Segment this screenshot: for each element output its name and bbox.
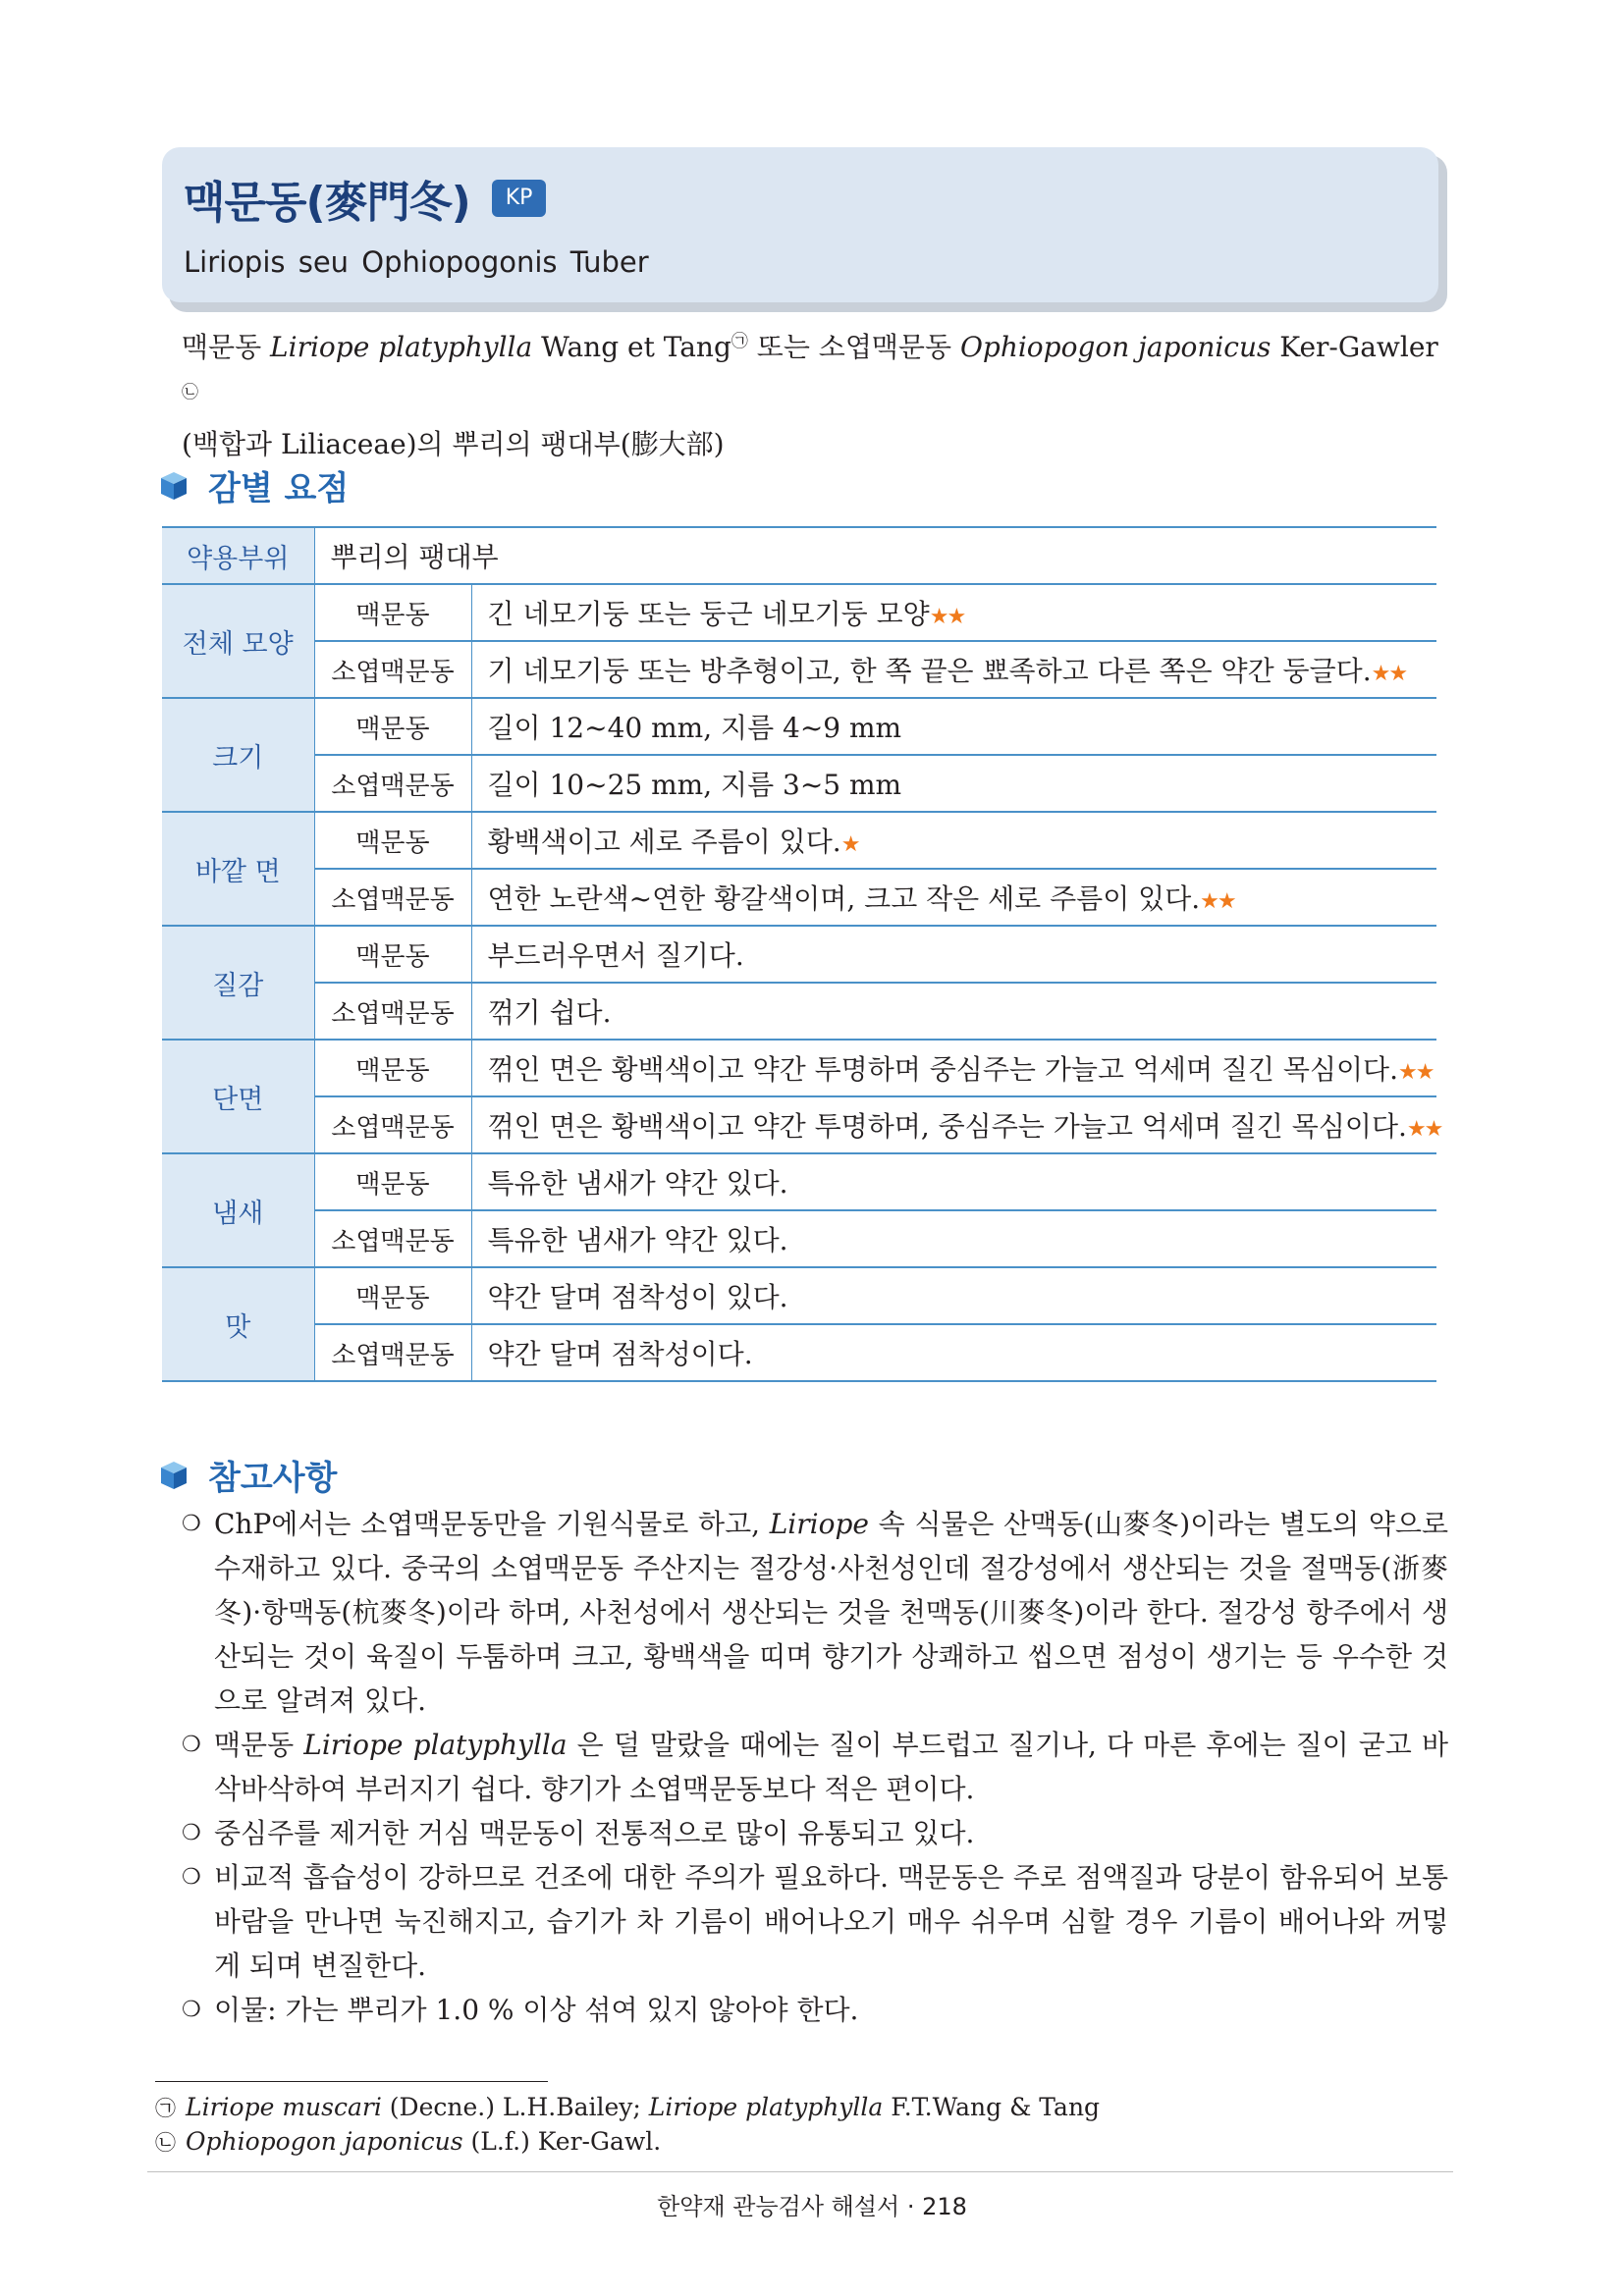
description-text: 꺾기 쉽다. xyxy=(487,996,612,1029)
star-rating: ★★ xyxy=(1398,1060,1434,1085)
species-cell: 소엽맥문동 xyxy=(314,1324,471,1381)
species-cell: 맥문동 xyxy=(314,584,471,641)
star-rating: ★★ xyxy=(1200,889,1235,914)
footnote-text: (Decne.) L.H.Bailey; xyxy=(381,2093,649,2121)
species-cell: 맥문동 xyxy=(314,1040,471,1096)
description-cell xyxy=(471,869,1436,926)
description-text: 긴 네모기둥 또는 둥근 네모기둥 모양 xyxy=(487,598,930,630)
species-cell: 소엽맥문동 xyxy=(314,983,471,1040)
description-cell xyxy=(471,1096,1442,1153)
bullet-icon: ❍ xyxy=(182,1865,201,1890)
cube-icon xyxy=(159,470,189,502)
description-text: 특유한 냄새가 약간 있다. xyxy=(487,1224,788,1256)
table-row xyxy=(162,641,1436,698)
section-title: 감별 요점 xyxy=(208,469,350,508)
bullet-icon: ❍ xyxy=(182,1733,201,1757)
part-label: 약용부위 xyxy=(162,527,314,584)
note-text: 속 식물은 산맥동(山麥冬)이라는 별도의 약으로 수재하고 있다. 중국의 소엽맥문동 주산지는 절강성·사천성인데 절강성에서 생산되는 것을 절맥동(浙麥冬)·항맥동(杭麥冬)이라 하며, 사천성에서 생산되는 것을 천맥동(川麥冬)이라 한다. 절강성 항주에서 생산되는 것이 육질이 두툼하며 크고, 황백색을 띠며 향기가 상쾌하고 씹으면 점성이 생기는 등 우수한 것으로 알려져 있다. xyxy=(214,1508,1448,1717)
description-text: 꺾인 면은 황백색이고 약간 투명하며 중심주는 가늘고 억세며 질긴 목심이다. xyxy=(487,1053,1398,1086)
note-label: 이물 xyxy=(214,1994,268,2026)
bullet-icon: ❍ xyxy=(182,1512,201,1536)
category-cell: 냄새 xyxy=(162,1153,314,1267)
footnote-mark-1: ㉠ xyxy=(731,332,748,351)
description-cell xyxy=(471,1267,1436,1324)
note-text: 중심주를 제거한 거심 맥문동이 전통적으로 많이 유통되고 있다. xyxy=(214,1817,975,1849)
species-cell: 소엽맥문동 xyxy=(314,1096,471,1153)
note-italic: Liriope xyxy=(769,1508,869,1540)
description-text: 부드러우면서 질기다. xyxy=(487,939,744,972)
footnote-2 xyxy=(155,2125,1100,2160)
kp-badge: KP xyxy=(492,180,547,217)
title-row xyxy=(184,169,1417,228)
table-row xyxy=(162,1153,1436,1210)
category-cell: 단면 xyxy=(162,1040,314,1153)
footnote-text: F.T.Wang & Tang xyxy=(883,2093,1101,2121)
species-cell: 맥문동 xyxy=(314,1153,471,1210)
description-text: 기 네모기둥 또는 방추형이고, 한 쪽 끝은 뾰족하고 다른 쪽은 약간 둥글다. xyxy=(487,655,1372,687)
identification-table xyxy=(162,526,1442,1382)
footnote-mark: ㉠ xyxy=(155,2097,176,2120)
description-text: 특유한 냄새가 약간 있다. xyxy=(487,1167,788,1200)
star-rating: ★★ xyxy=(1371,662,1407,686)
footnote-species: Ophiopogon japonicus xyxy=(186,2127,463,2156)
intro-line-2: (백합과 Liliaceae)의 뿌리의 팽대부(膨大部) xyxy=(182,428,725,460)
table-row xyxy=(162,926,1436,983)
intro-author-1: Wang et Tang xyxy=(532,331,731,363)
description-text: 길이 10~25 mm, 지름 3~5 mm xyxy=(487,769,902,801)
table-row xyxy=(162,698,1436,755)
intro-species-1: Liriope platyphylla xyxy=(270,331,533,363)
cube-icon xyxy=(159,1460,189,1491)
table-row xyxy=(162,1210,1436,1267)
footnote-text: (L.f.) Ker-Gawl. xyxy=(462,2127,662,2156)
notes-list xyxy=(182,1502,1448,2032)
section-heading-identification xyxy=(159,461,349,509)
note-text: 은 덜 말랐을 때에는 질이 부드럽고 질기나, 다 마른 후에는 질이 굳고 바삭바삭하여 부러지기 쉽다. 향기가 소엽맥문동보다 적은 편이다. xyxy=(214,1729,1448,1805)
latin-name: Liriopis seu Ophiopogonis Tuber xyxy=(184,245,649,279)
description-cell xyxy=(471,812,1436,869)
description-cell xyxy=(471,1324,1436,1381)
description-cell xyxy=(471,641,1436,698)
description-cell xyxy=(471,1210,1436,1267)
species-cell: 맥문동 xyxy=(314,1267,471,1324)
table-row xyxy=(162,527,1436,584)
section-title: 참고사항 xyxy=(208,1459,338,1498)
table-row xyxy=(162,1096,1436,1153)
list-item xyxy=(182,1811,1448,1855)
description-text: 연한 노란색~연한 황갈색이며, 크고 작은 세로 주름이 있다. xyxy=(487,882,1201,915)
intro-paragraph xyxy=(182,319,1448,467)
footnote-species: Liriope platyphylla xyxy=(648,2093,884,2121)
description-text: 약간 달며 점착성이다. xyxy=(487,1338,753,1370)
table-row xyxy=(162,1324,1436,1381)
description-cell xyxy=(471,584,1436,641)
star-rating: ★★ xyxy=(1406,1117,1442,1142)
description-cell xyxy=(471,1153,1436,1210)
description-text: 약간 달며 점착성이 있다. xyxy=(487,1281,788,1313)
list-item xyxy=(182,1502,1448,1723)
list-item xyxy=(182,1723,1448,1811)
category-cell: 맛 xyxy=(162,1267,314,1381)
table-row xyxy=(162,869,1436,926)
category-cell: 크기 xyxy=(162,698,314,812)
table-row xyxy=(162,983,1436,1040)
intro-text-2: 또는 소엽맥문동 xyxy=(747,331,960,363)
species-cell: 소엽맥문동 xyxy=(314,869,471,926)
species-cell: 맥문동 xyxy=(314,926,471,983)
table-row xyxy=(162,1267,1436,1324)
part-value: 뿌리의 팽대부 xyxy=(314,527,1436,584)
footnote-mark: ㉡ xyxy=(155,2131,176,2155)
header-card xyxy=(162,147,1438,302)
category-cell: 전체 모양 xyxy=(162,584,314,698)
note-italic: Liriope platyphylla xyxy=(303,1729,568,1761)
intro-species-2: Ophiopogon japonicus xyxy=(959,331,1272,363)
note-text: 맥문동 xyxy=(214,1729,304,1761)
species-cell: 소엽맥문동 xyxy=(314,755,471,812)
description-cell xyxy=(471,755,1436,812)
category-cell: 질감 xyxy=(162,926,314,1040)
page-title: 맥문동(麥門冬) xyxy=(184,178,470,228)
description-text: 꺾인 면은 황백색이고 약간 투명하며, 중심주는 가늘고 억세며 질긴 목심이다. xyxy=(487,1110,1407,1143)
footnote-1 xyxy=(155,2091,1100,2125)
description-text: 길이 12~40 mm, 지름 4~9 mm xyxy=(487,712,902,744)
species-cell: 맥문동 xyxy=(314,812,471,869)
table-row xyxy=(162,812,1436,869)
species-cell: 소엽맥문동 xyxy=(314,1210,471,1267)
footnote-divider xyxy=(155,2081,548,2082)
note-text: : 가는 뿌리가 1.0 % 이상 섞여 있지 않아야 한다. xyxy=(267,1994,859,2026)
intro-text-1: 맥문동 xyxy=(182,331,271,363)
bullet-icon: ❍ xyxy=(182,1998,201,2022)
category-cell: 바깥 면 xyxy=(162,812,314,926)
description-cell xyxy=(471,983,1436,1040)
star-rating: ★★ xyxy=(929,605,965,629)
footnote-species: Liriope muscari xyxy=(186,2093,382,2121)
intro-author-2: Ker-Gawler xyxy=(1271,331,1438,363)
footnote-mark-2: ㉡ xyxy=(182,383,198,402)
star-rating: ★ xyxy=(840,832,859,857)
note-text: 비교적 흡습성이 강하므로 건조에 대한 주의가 필요하다. 맥문동은 주로 점액질과 당분이 함유되어 보통 바람을 만나면 눅진해지고, 습기가 차 기름이 배어나오기 매우 쉬우며 심할 경우 기름이 배어나와 꺼멓게 되며 변질한다. xyxy=(214,1861,1448,1982)
footnotes xyxy=(155,2091,1100,2160)
footer-divider xyxy=(147,2171,1453,2172)
list-item xyxy=(182,1988,1448,2032)
table-row xyxy=(162,584,1436,641)
table-row xyxy=(162,1040,1436,1096)
description-cell xyxy=(471,698,1436,755)
description-cell xyxy=(471,926,1436,983)
list-item xyxy=(182,1855,1448,1988)
description-cell xyxy=(471,1040,1436,1096)
bullet-icon: ❍ xyxy=(182,1821,201,1845)
species-cell: 소엽맥문동 xyxy=(314,641,471,698)
identification-table-body xyxy=(162,527,1442,1381)
description-text: 황백색이고 세로 주름이 있다. xyxy=(487,826,841,858)
species-cell: 맥문동 xyxy=(314,698,471,755)
note-text: ChP에서는 소엽맥문동만을 기원식물로 하고, xyxy=(214,1508,770,1540)
table-row xyxy=(162,755,1436,812)
section-heading-notes xyxy=(159,1451,337,1499)
page-footer: 한약재 관능검사 해설서 · 218 xyxy=(657,2193,967,2220)
